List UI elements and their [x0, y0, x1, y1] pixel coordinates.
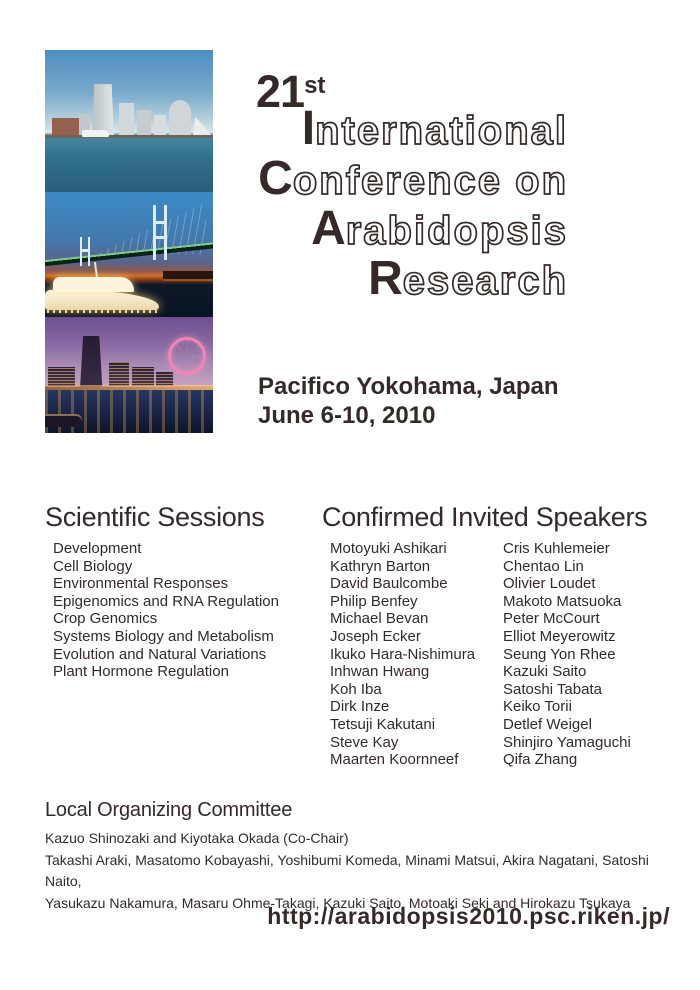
title-initial: I: [301, 102, 316, 155]
speaker-name: Maarten Koornneef: [330, 751, 459, 769]
speaker-column-2: [503, 540, 631, 769]
speaker-name: Makoto Matsuoka: [503, 592, 622, 610]
speaker-name: Shinjiro Yamaguchi: [503, 733, 631, 751]
conference-website-url: http://arabidopsis2010.psc.riken.jp/: [267, 903, 670, 929]
title-initial: A: [311, 202, 346, 255]
speaker-name: Ikuko Hara-Nishimura: [330, 645, 476, 663]
boat-shape: [82, 130, 109, 137]
organizing-committee-section: [45, 799, 680, 914]
speaker-name: Elliot Meyerowitz: [503, 627, 616, 645]
ship-lights-shape: [47, 310, 158, 314]
cruise-ship-hull-shape: [45, 290, 159, 310]
speaker-name: Steve Kay: [330, 733, 399, 751]
title-initial: R: [368, 252, 403, 305]
bridge-tower-crossbar: [82, 249, 88, 252]
pier-shape: [45, 135, 213, 139]
photo-yokohama-day-skyline: [45, 50, 213, 192]
speaker-name: Philip Benfey: [330, 592, 418, 610]
session-item: Crop Genomics: [53, 610, 158, 628]
session-item: Plant Hormone Regulation: [53, 663, 229, 681]
speaker-name: Olivier Loudet: [503, 575, 596, 593]
speaker-name: Satoshi Tabata: [503, 680, 602, 698]
venue-dates: June 6-10, 2010: [258, 402, 436, 429]
ferris-wheel-shape: [168, 337, 206, 375]
cruise-ship-mast-shape: [94, 262, 98, 278]
committee-cochairs: Kazuo Shinozaki and Kiyotaka Okada (Co-Chair): [45, 830, 349, 846]
lit-building-shape: [48, 367, 75, 387]
speakers-heading: Confirmed Invited Speakers: [322, 502, 648, 532]
bridge-tower-shape: [80, 237, 90, 266]
landmark-tower-silhouette: [79, 336, 104, 387]
building-shape: [137, 110, 150, 136]
cruise-ship-deck-shape: [53, 277, 134, 292]
speaker-column-1: [330, 540, 475, 769]
speaker-name: David Baulcombe: [330, 575, 448, 593]
speaker-name: Michael Bevan: [330, 610, 429, 628]
title-outline-text: nternational: [315, 109, 568, 153]
sessions-list: [45, 540, 279, 681]
session-item: Environmental Responses: [53, 575, 229, 593]
title-line-international: [258, 104, 568, 154]
speaker-name: Tetsuji Kakutani: [330, 715, 436, 733]
landmark-tower-shape: [92, 84, 114, 135]
lit-building-shape: [109, 362, 129, 386]
title-initial: C: [258, 152, 293, 205]
committee-heading: Local Organizing Committee: [45, 799, 293, 821]
bridge-tower-shape: [153, 205, 167, 260]
round-hotel-shape: [169, 100, 191, 136]
title-line-research: [258, 254, 568, 304]
sail-building-shape: [193, 117, 211, 135]
committee-members-line: Takashi Araki, Masatomo Kobayashi, Yoshibumi Komeda, Minami Matsui, Akira Nagatani, Satoshi Naito,: [45, 851, 649, 889]
title-outline-text: onference on: [292, 159, 568, 203]
conference-number-value: 21: [256, 66, 305, 117]
conference-title: [258, 104, 568, 304]
lit-shoreline-shape: [45, 385, 213, 390]
venue-block: [258, 372, 559, 430]
speaker-name: Motoyuki Ashikari: [330, 540, 447, 557]
lit-building-shape: [132, 367, 154, 387]
title-outline-text: rabidopsis: [345, 209, 568, 253]
venue-location: Pacifico Yokohama, Japan: [258, 373, 559, 400]
scientific-sessions-section: [45, 502, 279, 681]
speaker-name: Detlef Weigel: [503, 715, 592, 733]
bridge-tower-crossbar: [156, 221, 164, 224]
photo-strip: [45, 50, 213, 433]
speaker-name: Kathryn Barton: [330, 557, 431, 575]
bridge-tower-crossbar: [156, 236, 164, 239]
speaker-name: Inhwan Hwang: [330, 663, 430, 681]
invited-speakers-section: [322, 502, 672, 769]
speaker-name: Peter McCourt: [503, 610, 600, 628]
session-item: Systems Biology and Metabolism: [53, 627, 274, 645]
speaker-name: Kazuki Saito: [503, 663, 587, 681]
city-silhouette-shape: [163, 271, 213, 281]
title-outline-text: esearch: [402, 259, 568, 303]
speaker-name: Cris Kuhlemeier: [503, 540, 610, 557]
session-item: Evolution and Natural Variations: [53, 645, 267, 663]
session-item: Epigenomics and RNA Regulation: [53, 592, 279, 610]
building-shape: [154, 115, 166, 135]
speaker-name: Joseph Ecker: [330, 627, 421, 645]
speaker-name: Qifa Zhang: [503, 751, 578, 769]
speaker-name: Dirk Inze: [330, 698, 390, 716]
speaker-name: Seung Yon Rhee: [503, 645, 616, 663]
speaker-name: Keiko Torii: [503, 698, 572, 716]
speaker-name: Chentao Lin: [503, 557, 584, 575]
building-shape: [119, 103, 134, 136]
conference-number-ordinal: st: [304, 72, 326, 99]
photo-yokohama-night-ferris-wheel: [45, 317, 213, 433]
session-item: Development: [53, 540, 142, 557]
committee-members-line: Yasukazu Nakamura, Masaru Ohme-Takagi, Kazuki Saito, Motoaki Seki and Hirokazu Tsukaya: [45, 894, 631, 911]
boat-silhouette-shape: [45, 414, 82, 427]
session-item: Cell Biology: [53, 557, 133, 575]
title-line-arabidopsis: [258, 204, 568, 254]
speaker-name: Koh Iba: [330, 680, 382, 698]
title-line-conference-on: [258, 154, 568, 204]
sessions-heading: Scientific Sessions: [45, 502, 265, 532]
photo-yokohama-bay-bridge-night: [45, 192, 213, 317]
